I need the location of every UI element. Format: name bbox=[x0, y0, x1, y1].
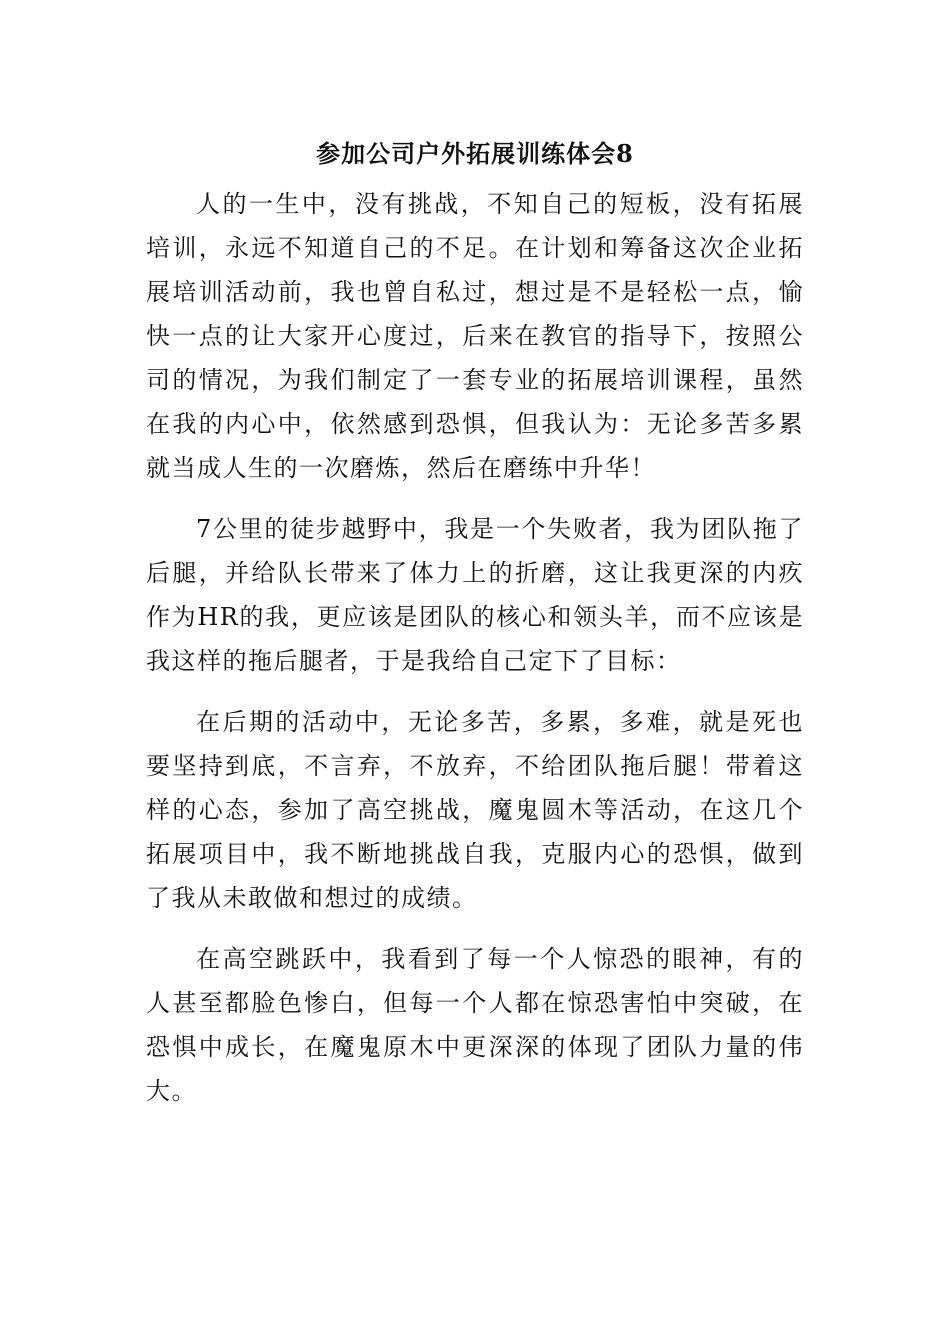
document-title: 参加公司户外拓展训练体会8 bbox=[316, 139, 634, 168]
paragraph-1: 人的一生中，没有挑战，不知自己的短板，没有拓展培训，永远不知道自己的不足。在计划和筹备这次企业拓展培训活动前，我也曾自私过，想过是不是轻松一点，愉快一点的让大家开心度过，后来在教官的指导下，按照公司的情况，为我们制定了一套专业的拓展培训课程，虽然在我的内心中，依然感到恐惧，但我认为：无论多苦多累就当成人生的一次磨炼，然后在磨练中升华！ bbox=[146, 190, 804, 482]
paragraph-3: 在后期的活动中，无论多苦，多累，多难，就是死也要坚持到底，不言弃，不放弃，不给团队拖后腿！带着这样的心态，参加了高空挑战，魔鬼圆木等活动，在这几个拓展项目中，我不断地挑战自我，克服内心的恐惧，做到了我从未敢做和想过的成绩。 bbox=[146, 708, 804, 912]
document-body bbox=[146, 182, 804, 1130]
paragraph-4: 在高空跳跃中，我看到了每一个人惊恐的眼神，有的人甚至都脸色惨白，但每一个人都在惊恐害怕中突破，在恐惧中成长，在魔鬼原木中更深深的体现了团队力量的伟大。 bbox=[146, 945, 804, 1105]
paragraph-2: 7公里的徒步越野中，我是一个失败者，我为团队拖了后腿，并给队长带来了体力上的折磨，这让我更深的内疚作为HR的我，更应该是团队的核心和领头羊，而不应该是我这样的拖后腿者，于是我给自己定下了目标： bbox=[146, 515, 804, 675]
